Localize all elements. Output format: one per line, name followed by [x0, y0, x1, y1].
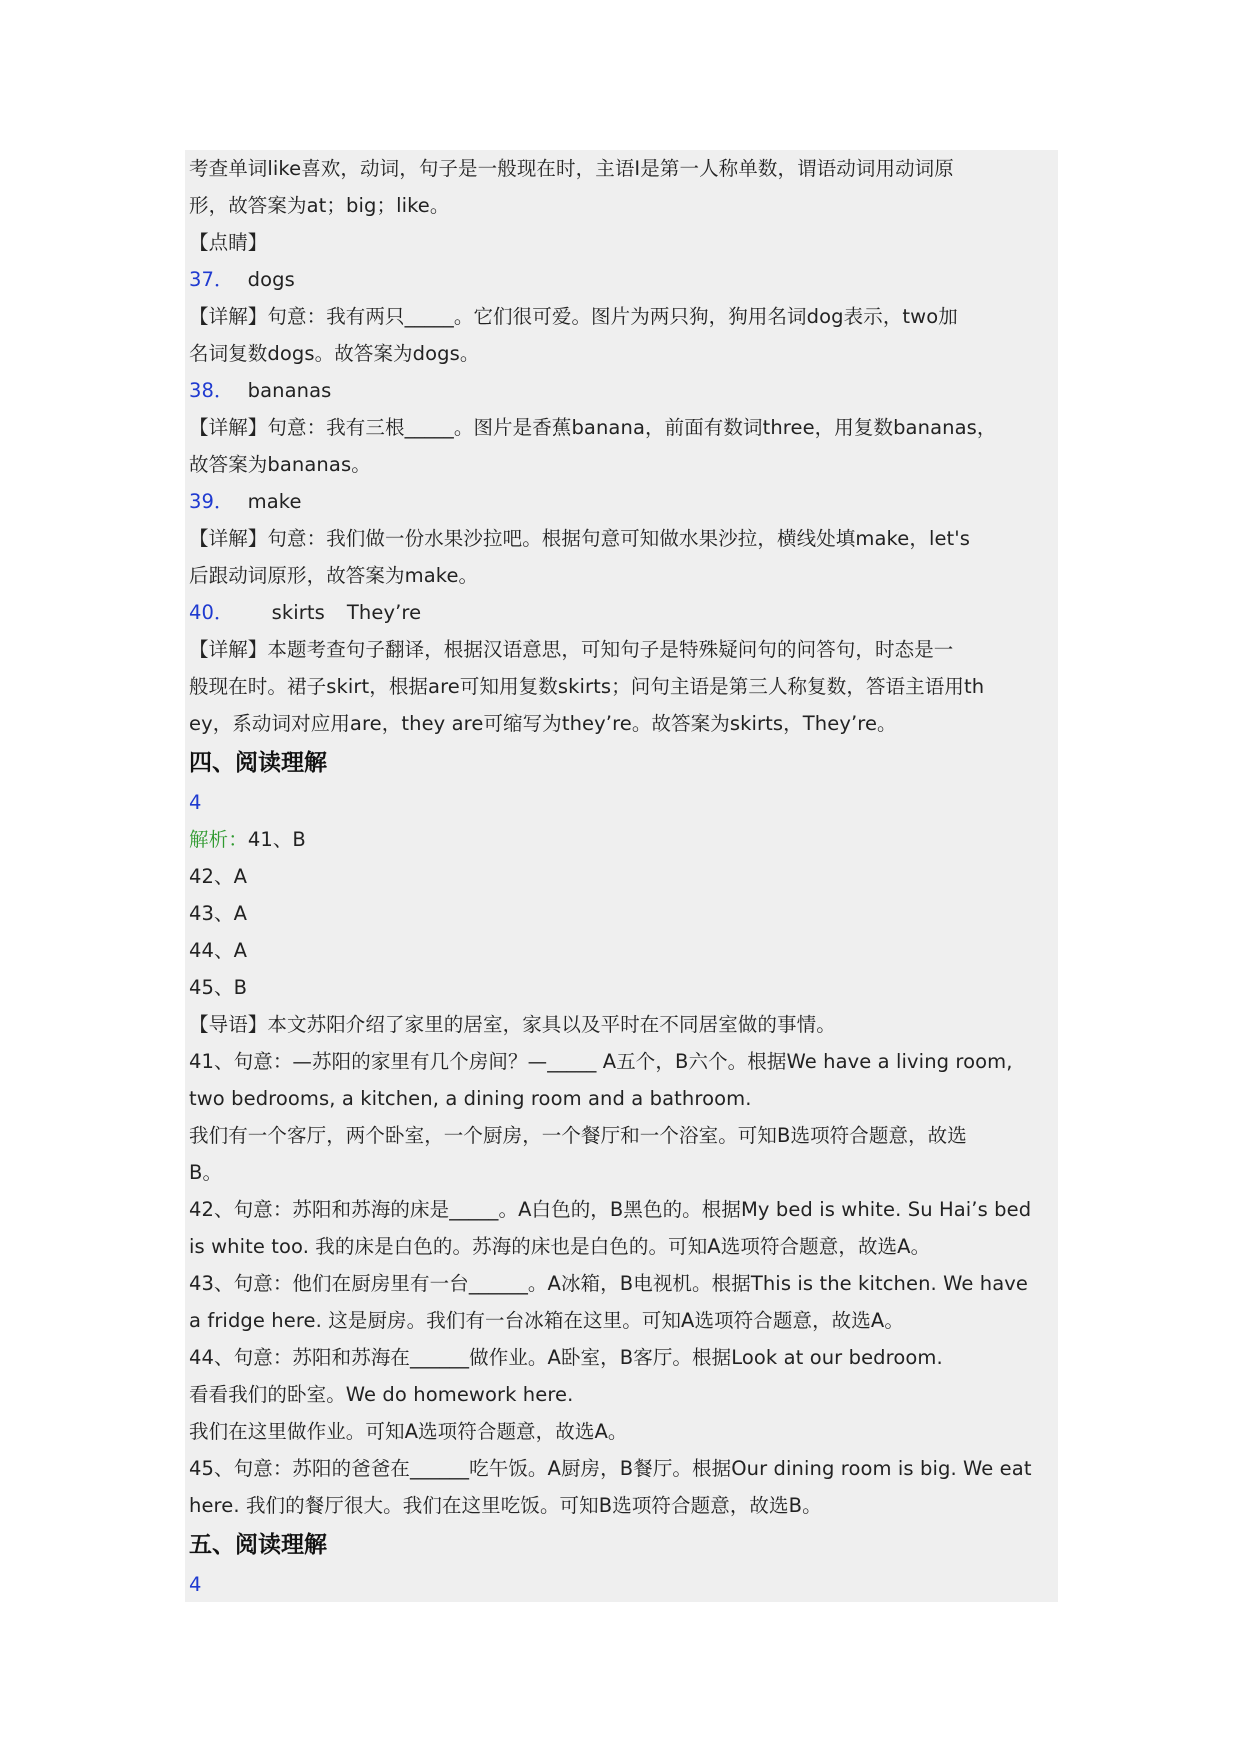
- section-score: 4: [189, 791, 202, 814]
- question-number: 38．: [189, 379, 234, 402]
- text-line: here. 我们的餐厅很大。我们在这里吃饭。可知B选项符合题意，故选B。: [189, 1494, 822, 1517]
- text-line: 后跟动词原形，故答案为make。: [189, 564, 479, 587]
- text-line: B。: [189, 1161, 223, 1184]
- answer-37: [189, 261, 1054, 298]
- text-line: 名词复数dogs。故答案为dogs。: [189, 342, 480, 365]
- answer-line: 45、B: [189, 976, 248, 999]
- text-line: 45、句意：苏阳的爸爸在______吃午饭。A厨房，B餐厅。根据Our dining room is big. We eat: [189, 1457, 1032, 1480]
- text-line: 形，故答案为at；big；like。: [189, 194, 450, 217]
- text-line: 考查单词like喜欢，动词，句子是一般现在时，主语I是第一人称单数，谓语动词用动词原: [189, 157, 954, 180]
- text-line: 我们有一个客厅，两个卧室，一个厨房，一个餐厅和一个浴室。可知B选项符合题意，故选: [189, 1124, 967, 1147]
- text-line: 看看我们的卧室。We do homework here.: [189, 1383, 574, 1406]
- answer-value: make: [247, 490, 302, 513]
- text-line: two bedrooms, a kitchen, a dining room and a bathroom.: [189, 1087, 752, 1110]
- question-number: 39．: [189, 490, 234, 513]
- answer-value: bananas: [247, 379, 332, 402]
- text-line: 44、句意：苏阳和苏海在______做作业。A卧室，B客厅。根据Look at our bedroom.: [189, 1346, 943, 1369]
- text-line: 42、句意：苏阳和苏海的床是_____。A白色的，B黑色的。根据My bed is white. Su Hai’s bed: [189, 1198, 1032, 1221]
- section-score: 4: [189, 1573, 202, 1596]
- text-line: 43、句意：他们在厨房里有一台______。A冰箱，B电视机。根据This is the kitchen. We have: [189, 1272, 1029, 1295]
- text-line: is white too. 我的床是白色的。苏海的床也是白色的。可知A选项符合题意，故选A。: [189, 1235, 931, 1258]
- section-heading: 四、阅读理解: [189, 750, 327, 776]
- answer-value: skirts: [271, 601, 325, 624]
- answer-39: [189, 483, 1054, 520]
- analysis-line: [189, 821, 1054, 858]
- answer-value: dogs: [247, 268, 295, 291]
- text-line: ey，系动词对应用are，they are可缩写为they’re。故答案为skirts，They’re。: [189, 712, 897, 735]
- question-number: 37．: [189, 268, 234, 291]
- answer-line: 42、A: [189, 865, 248, 888]
- text-line: 【详解】句意：我们做一份水果沙拉吧。根据句意可知做水果沙拉，横线处填make，let's: [189, 527, 971, 550]
- answer-40: [189, 594, 1054, 631]
- answer-key-content: [185, 150, 1058, 1602]
- analysis-label: 解析：: [189, 828, 248, 851]
- answer-38: [189, 372, 1054, 409]
- text-line: 【导语】本文苏阳介绍了家里的居室，家具以及平时在不同居室做的事情。: [189, 1013, 836, 1036]
- text-line: 我们在这里做作业。可知A选项符合题意，故选A。: [189, 1420, 628, 1443]
- answer-line: 43、A: [189, 902, 248, 925]
- text-line: a fridge here. 这是厨房。我们有一台冰箱在这里。可知A选项符合题意，故选A。: [189, 1309, 904, 1332]
- text-line: 故答案为bananas。: [189, 453, 371, 476]
- answer-line: 44、A: [189, 939, 248, 962]
- question-number: 40．: [189, 601, 234, 624]
- text-line: 【详解】句意：我有三根_____。图片是香蕉banana，前面有数词three，用复数bananas，: [189, 416, 997, 439]
- text-line: 【详解】句意：我有两只_____。它们很可爱。图片为两只狗，狗用名词dog表示，two加: [189, 305, 958, 328]
- comment-label: 【点睛】: [189, 231, 268, 254]
- text-line: 41、句意：—苏阳的家里有几个房间？—_____ A五个，B六个。根据We have a living room,: [189, 1050, 1013, 1073]
- text-line: 【详解】本题考查句子翻译，根据汉语意思，可知句子是特殊疑问句的问答句，时态是一: [189, 638, 954, 661]
- answer-value: 41、B: [247, 828, 306, 851]
- text-line: 般现在时。裙子skirt，根据are可知用复数skirts；问句主语是第三人称复数，答语主语用th: [189, 675, 985, 698]
- section-heading: 五、阅读理解: [189, 1532, 327, 1558]
- answer-value: They’re: [346, 601, 422, 624]
